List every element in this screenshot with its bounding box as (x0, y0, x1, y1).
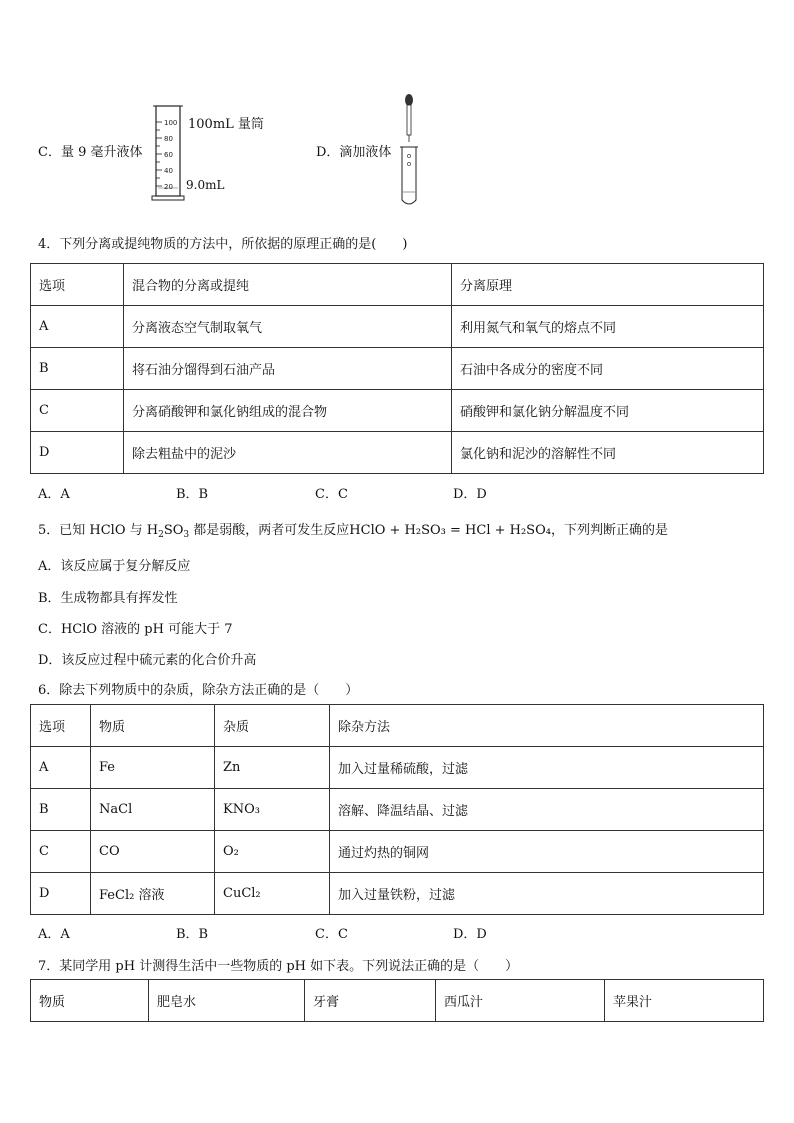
table-header-row (31, 264, 764, 306)
cylinder-tick-60: 60 (164, 151, 173, 159)
table-cell: D (31, 873, 91, 915)
cylinder-tick-20: 20 (164, 183, 173, 191)
q5-option-a: A．该反应属于复分解反应 (38, 559, 191, 574)
q4-answer-c: C．C (315, 487, 348, 502)
table-header-row (31, 980, 764, 1022)
table-cell: 将石油分馏得到石油产品 (124, 348, 452, 390)
table-header-cell: 除杂方法 (330, 705, 764, 747)
table-row (31, 306, 764, 348)
cylinder-tick-40: 40 (164, 167, 173, 175)
table-header-cell: 牙膏 (305, 980, 436, 1022)
cylinder-reading: 9.0mL (186, 178, 225, 192)
q4-answer-a: A．A (38, 487, 70, 502)
table-row (31, 390, 764, 432)
graduated-cylinder-figure (150, 100, 190, 204)
table-cell: KNO₃ (215, 789, 330, 831)
cylinder-tick-100: 100 (164, 119, 178, 127)
table-cell: 加入过量铁粉，过滤 (330, 873, 764, 915)
table-header-cell: 苹果汁 (605, 980, 764, 1022)
q6-answer-a: A．A (38, 927, 70, 942)
table-cell: 溶解、降温结晶、过滤 (330, 789, 764, 831)
table-header-cell: 杂质 (215, 705, 330, 747)
table-cell: 氯化钠和泥沙的溶解性不同 (452, 432, 764, 474)
table-cell: 除去粗盐中的泥沙 (124, 432, 452, 474)
table-cell: A (31, 747, 91, 789)
table-row (31, 747, 764, 789)
q6-answer-d: D．D (453, 927, 487, 942)
table-cell: CuCl₂ (215, 873, 330, 915)
table-cell: B (31, 789, 91, 831)
q6-answer-c: C．C (315, 927, 348, 942)
q5-option-b: B．生成物都具有挥发性 (38, 591, 178, 606)
cylinder-tick-80: 80 (164, 135, 173, 143)
table-header-row (31, 705, 764, 747)
table-header-cell: 选项 (31, 264, 124, 306)
table-row (31, 789, 764, 831)
table-cell: C (31, 831, 91, 873)
table-header-cell: 物质 (31, 980, 149, 1022)
table-cell: 硝酸钾和氯化钠分解温度不同 (452, 390, 764, 432)
table-header-cell: 混合物的分离或提纯 (124, 264, 452, 306)
cylinder-label: 100mL 量筒 (188, 117, 264, 132)
q4-table (30, 263, 764, 474)
q4-answer-b: B．B (176, 487, 209, 502)
table-cell: D (31, 432, 124, 474)
table-cell: C (31, 390, 124, 432)
q5-option-c: C．HClO 溶液的 pH 可能大于 7 (38, 622, 233, 637)
q4-answer-d: D．D (453, 487, 487, 502)
table-cell: 通过灼热的铜网 (330, 831, 764, 873)
table-cell: Fe (91, 747, 215, 789)
table-cell: 分离硝酸钾和氯化钠组成的混合物 (124, 390, 452, 432)
q3-option-d: D．滴加液体 (316, 145, 392, 160)
q5-stem-suffix: ，下列判断正确的是 (550, 523, 668, 538)
table-row (31, 873, 764, 915)
q6-answer-b: B．B (176, 927, 209, 942)
table-cell: Zn (215, 747, 330, 789)
table-cell: 分离液态空气制取氧气 (124, 306, 452, 348)
q5-equation: HClO + H₂SO₃ = HCl + H₂SO₄ (349, 523, 551, 538)
table-cell: 加入过量稀硫酸，过滤 (330, 747, 764, 789)
table-cell: 石油中各成分的密度不同 (452, 348, 764, 390)
q5-stem-mid: 都是弱酸，两者可发生反应 (189, 523, 350, 538)
q5-stem-prefix: 5．已知 HClO 与 H (38, 523, 159, 538)
table-header-cell: 肥皂水 (149, 980, 305, 1022)
table-cell: CO (91, 831, 215, 873)
table-cell: B (31, 348, 124, 390)
q5-stem: 5．已知 HClO 与 $H_2SO_3$ 都是弱酸，两者可发生反应HClO + H₂SO₃ = HCl + H₂SO₄，下列判断正确的是 (38, 523, 668, 540)
table-header-cell: 分离原理 (452, 264, 764, 306)
table-row (31, 831, 764, 873)
q3-option-c: C．量 9 毫升液体 (38, 145, 143, 160)
dropper-test-tube-figure (397, 92, 423, 212)
table-header-cell: 西瓜汁 (436, 980, 605, 1022)
table-cell: A (31, 306, 124, 348)
table-header-cell: 选项 (31, 705, 91, 747)
table-cell: O₂ (215, 831, 330, 873)
q7-stem: 7．某同学用 pH 计测得生活中一些物质的 pH 如下表。下列说法正确的是（ ） (38, 959, 519, 974)
q6-table (30, 704, 764, 915)
q4-stem: 4．下列分离或提纯物质的方法中，所依据的原理正确的是( ) (38, 237, 408, 252)
q5-option-d: D．该反应过程中硫元素的化合价升高 (38, 653, 257, 668)
table-row (31, 432, 764, 474)
table-row (31, 348, 764, 390)
table-cell: FeCl₂ 溶液 (91, 873, 215, 915)
table-header-cell: 物质 (91, 705, 215, 747)
table-cell: NaCl (91, 789, 215, 831)
q7-table (30, 979, 764, 1022)
q6-stem: 6．除去下列物质中的杂质，除杂方法正确的是（ ） (38, 683, 359, 698)
table-cell: 利用氮气和氧气的熔点不同 (452, 306, 764, 348)
